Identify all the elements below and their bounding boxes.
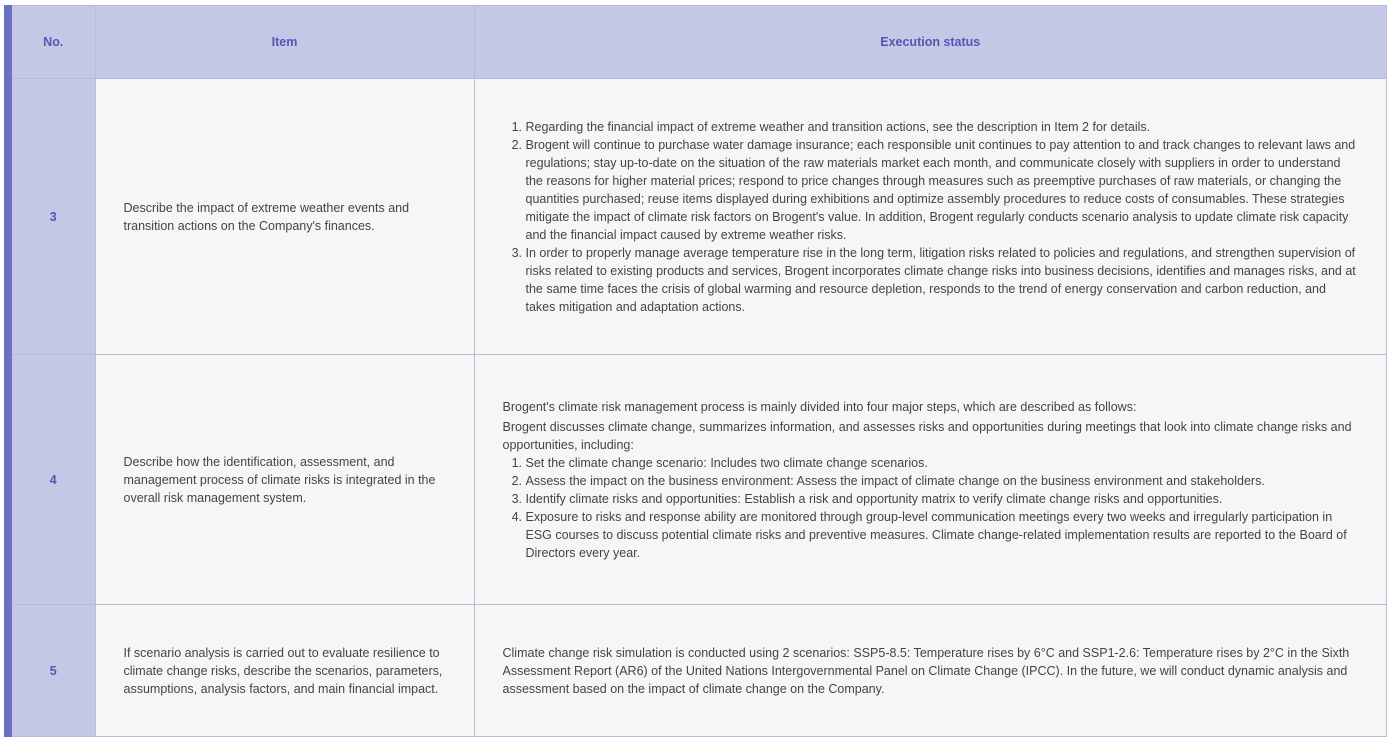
table-row (8, 79, 1387, 355)
table-header-row (8, 6, 1387, 79)
list-item: 2. Brogent will continue to purchase water damage insurance; each responsible unit continues to pay attention to and track changes to relevant laws and regulations; stay up-to-date on the situation of the raw materials market each month, and communicate closely with suppliers in order to understand the reasons for higher material prices; respond to price changes through measures such as preemptive purchases of raw materials, or changing the quantities purchased; reuse items displayed during exhibitions and optimize assembly procedures to reduce costs of consumables. These strategies mitigate the impact of climate risk factors on Brogent's value. In addition, Brogent regularly conducts scenario analysis to update climate risk capacity and the financial impact caused by extreme weather risks. (526, 136, 1359, 244)
row-execution-status (474, 605, 1387, 737)
list-item: 3. In order to properly manage average temperature rise in the long term, litigation risks related to policies and regulations, and strengthen supervision of risks related to existing products and services, Brogent incorporates climate change risks into business decisions, identifies and manages risks, and at the same time faces the crisis of global warming and resource depletion, responds to the trend of energy conservation and carbon reduction, and takes mitigation and adaptation actions. (526, 244, 1359, 316)
row-item: Describe the impact of extreme weather events and transition actions on the Company's finances. (95, 79, 474, 355)
row-number: 5 (8, 605, 95, 737)
list-item: 1. Regarding the financial impact of extreme weather and transition actions, see the description in Item 2 for details. (526, 118, 1359, 136)
table-row (8, 605, 1387, 737)
header-item: Item (95, 6, 474, 79)
climate-risk-table-container (4, 5, 1387, 735)
status-text: Climate change risk simulation is conducted using 2 scenarios: SSP5-8.5: Temperature rises by 6°C and SSP1-2.6: Temperature rises by 2°C in the Sixth Assessment Report (AR6) of the United Nations Intergovernmental Panel on Climate Change (IPCC). In the future, we will conduct dynamic analysis and assessment based on the impact of climate change on the Company. (502, 645, 1350, 696)
list-item: 3. Identify climate risks and opportunities: Establish a risk and opportunity matrix to verify climate change risks and opportunities. (526, 490, 1359, 508)
list-item: 2. Assess the impact on the business environment: Assess the impact of climate change on the business environment and stakeholders. (526, 472, 1359, 490)
list-item: 4. Exposure to risks and response ability are monitored through group-level communication meetings every two weeks and irregularly participation in ESG courses to discuss potential climate risks and preventive measures. Climate change-related implementation results are reported to the Board of Directors every year. (526, 508, 1359, 562)
row-number: 3 (8, 79, 95, 355)
row-number: 4 (8, 355, 95, 605)
row-execution-status (474, 355, 1387, 605)
status-intro: Brogent discusses climate change, summarizes information, and assesses risks and opportunities during meetings that look into climate change risks and opportunities, including: (502, 419, 1352, 452)
header-no: No. (8, 6, 95, 79)
header-execution-status: Execution status (474, 6, 1387, 79)
status-list (503, 118, 1359, 316)
table-row (8, 355, 1387, 605)
status-list (503, 454, 1359, 562)
row-execution-status (474, 79, 1387, 355)
row-item: Describe how the identification, assessment, and management process of climate risks is integrated in the overall risk management system. (95, 355, 474, 605)
status-intro: Brogent's climate risk management process is mainly divided into four major steps, which are described as follows: (502, 399, 1137, 414)
climate-risk-table (4, 5, 1387, 737)
list-item: 1. Set the climate change scenario: Includes two climate change scenarios. (526, 454, 1359, 472)
row-item: If scenario analysis is carried out to evaluate resilience to climate change risks, describe the scenarios, parameters, assumptions, analysis factors, and main financial impact. (95, 605, 474, 737)
